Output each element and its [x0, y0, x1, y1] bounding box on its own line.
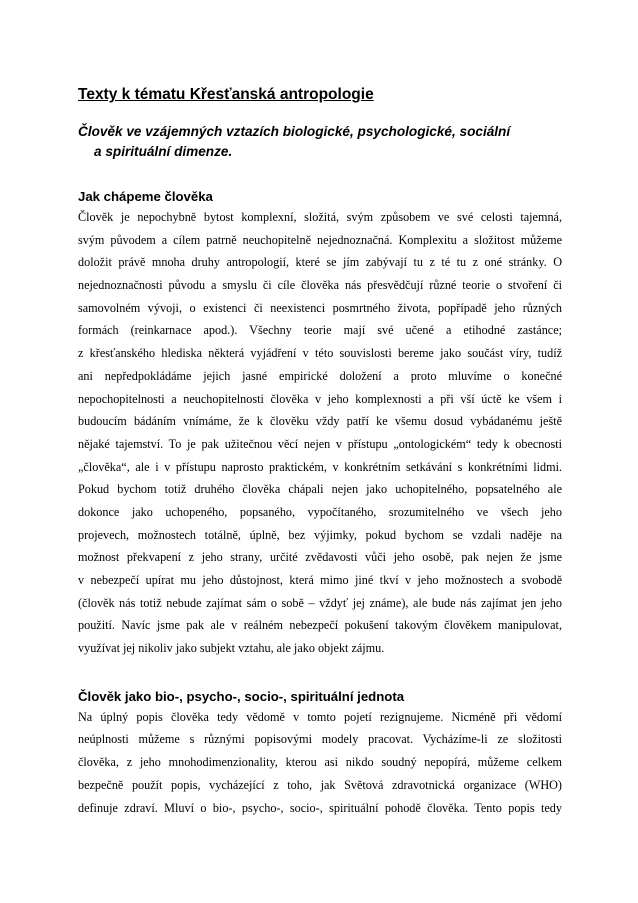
paragraph-line: Na úplný popis člověka tedy vědomě v tomto pojetí rezignujeme. Nicméně při vědomí	[78, 709, 562, 724]
paragraph-line: (člověk nás totiž nebude zajímat sám o sobě – vždyť jej známe), ale bude nás zajímat jen jeho	[78, 595, 562, 610]
paragraph-line: možnost překvapení z jeho strany, určité zvědavosti vůči jeho osobě, pak nejen že jsme	[78, 550, 562, 565]
paragraph-line: člověka, z jeho mnohodimenzionality, kterou asi nikdo soudný nepopírá, můžeme celkem	[78, 755, 562, 770]
paragraph-line: doložit právě mnoha druhy antropologií, které se jím zabývají tu z té tu z oné stránky. O	[78, 255, 562, 270]
subtitle-line-1: Člověk ve vzájemných vztazích biologické, psychologické, sociální	[78, 124, 511, 139]
paragraph-line: ani nepředpokládáme jejich jasné empirické doložení a proto mluvíme o konečné	[78, 368, 562, 383]
paragraph-line: využívat jej nikoliv jako subjekt vztahu, ale jako objekt zájmu.	[78, 641, 385, 656]
document-content	[78, 84, 562, 819]
paragraph-line: nějaké tajemství. To je pak užitečnou věcí nejen v přístupu „ontologickém“ tedy k obecnosti	[78, 436, 562, 451]
paragraph-line: svým původem a cílem patrně neuchopitelně nejednoznačná. Komplexitu a složitost můžeme	[78, 232, 562, 247]
document-subtitle	[78, 122, 562, 162]
document-title: Texty k tématu Křesťanská antropologie	[78, 86, 374, 103]
paragraph-line: v nebezpečí upírat mu jeho důstojnost, která mimo jiné tkví v jeho možnostech a svobodě	[78, 573, 562, 587]
subtitle-line-2: a spirituální dimenze.	[94, 144, 233, 159]
paragraph-line: použití. Navíc jsme pak ale v reálném nebezpečí pokušení takovým člověkem manipulovat,	[78, 618, 562, 633]
paragraph-line: formách (reinkarnace apod.). Všechny teorie mají své učené a etihodné zastánce;	[78, 323, 562, 338]
section-body-clovek-jako-jednota	[78, 706, 562, 819]
paragraph-line: Člověk je nepochybně bytost komplexní, složitá, svým způsobem ve své celosti tajemná,	[78, 210, 562, 224]
paragraph-line: neúplnosti můžeme s různými popisovými modely pracovat. Vycházíme-li ze složitosti	[78, 732, 562, 747]
section-heading-clovek-jako-jednota: Člověk jako bio-, psycho-, socio-, spirituální jednota	[78, 688, 405, 704]
paragraph-line: z křesťanského hlediska některá vyjádření v této souvislosti bereme jako součást víry, tudíž	[78, 346, 562, 361]
paragraph-line: nepochopitelnosti a neuchopitelnosti člověka v jeho komplexnosti a při vší úctě ke všem i	[78, 391, 562, 406]
paragraph-line: definuje zdraví. Mluví o bio-, psycho-, socio-, spirituální pohodě člověka. Tento popis tedy	[78, 800, 562, 815]
paragraph-line: nejednoznačnosti původu a smyslu či cíle člověka nás přesvědčují různé teorie o stvoření či	[78, 278, 562, 293]
paragraph-line: Pokud bychom totiž druhého člověka chápali nejen jako uchopitelného, popsatelného ale	[78, 482, 562, 497]
paragraph-line: samovolném vývoji, o existenci či neexistenci posmrtného života, popřípadě jeho různých	[78, 300, 562, 315]
paragraph-line: projevech, možnostech totálně, úplně, bez výjimky, pokud bychom se vzdali naděje na	[78, 527, 562, 542]
section-heading-jak-chapeme-cloveka: Jak chápeme člověka	[78, 189, 213, 204]
paragraph-line: budoucím bádáním vnímáme, že k člověku vždy patří ke všemu dosud vybádanému ještě	[78, 414, 562, 429]
paragraph-line: bezpečně použít popis, vycházející z toho, jak Světová zdravotnická organizace (WHO)	[78, 777, 562, 792]
paragraph-line: „člověka“, ale i v přístupu naprosto praktickém, v konkrétním setkávání s konkrétními lidmi.	[78, 459, 562, 474]
paragraph-line: dokonce jako uchopeného, popsaného, vypočítaného, srozumitelného ve všech jeho	[78, 504, 562, 519]
section-body-jak-chapeme-cloveka	[78, 206, 562, 660]
